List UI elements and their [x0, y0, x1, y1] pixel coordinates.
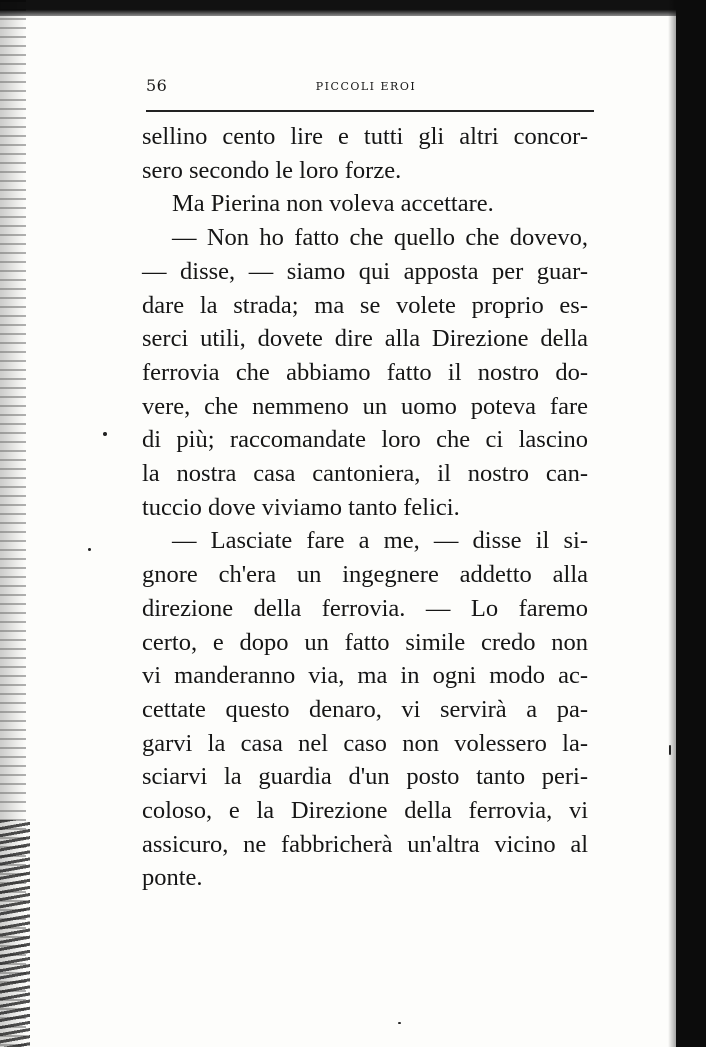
scan-top-border — [0, 0, 706, 16]
text-line: sciarvi la guardia d'un posto tanto peri- — [142, 763, 588, 791]
text-line: serci utili, dovete dire alla Direzione della — [142, 325, 588, 353]
text-line: sero secondo le loro forze. — [142, 156, 402, 184]
text-line: di più; raccomandate loro che ci lascino — [142, 426, 588, 454]
text-line: — Non ho fatto che quello che dovevo, — [172, 224, 588, 252]
text-line: cettate questo denaro, vi servirà a pa- — [142, 695, 588, 723]
text-line: certo, e dopo un fatto simile credo non — [142, 628, 588, 656]
text-line: gnore ch'era un ingegnere addetto alla — [142, 561, 588, 589]
text-line: Ma Pierina non voleva accettare. — [172, 190, 494, 218]
text-line: direzione della ferrovia. — Lo faremo — [142, 594, 588, 622]
text-line: vere, che nemmeno un uomo poteva fare — [142, 392, 588, 420]
page-number: 56 — [146, 76, 168, 95]
text-line: coloso, e la Direzione della ferrovia, vi — [142, 797, 588, 825]
running-title: PICCOLI EROI — [315, 80, 417, 93]
scan-right-border — [676, 0, 706, 1047]
text-line: — disse, — siamo qui apposta per guar- — [142, 257, 588, 285]
text-line: la nostra casa cantoniera, il nostro can- — [142, 460, 588, 488]
text-line: — Lasciate fare a me, — disse il si- — [172, 527, 588, 555]
text-line: dare la strada; ma se volete proprio es- — [142, 291, 588, 319]
text-line: ferrovia che abbiamo fatto il nostro do- — [142, 358, 588, 386]
text-line: assicuro, ne fabbricherà un'altra vicino al — [142, 830, 588, 858]
text-line: vi manderanno via, ma in ogni modo ac- — [142, 662, 588, 690]
text-line: ponte. — [142, 864, 203, 892]
page-gutter-shadow — [668, 0, 676, 1047]
scan-left-border-noise — [0, 820, 30, 1047]
text-line: tuccio dove viviamo tanto felici. — [142, 493, 460, 521]
text-line: sellino cento lire e tutti gli altri concor- — [142, 123, 588, 150]
header-rule — [146, 110, 594, 112]
text-line: garvi la casa nel caso non volessero la- — [142, 729, 588, 757]
body-text — [142, 120, 588, 895]
